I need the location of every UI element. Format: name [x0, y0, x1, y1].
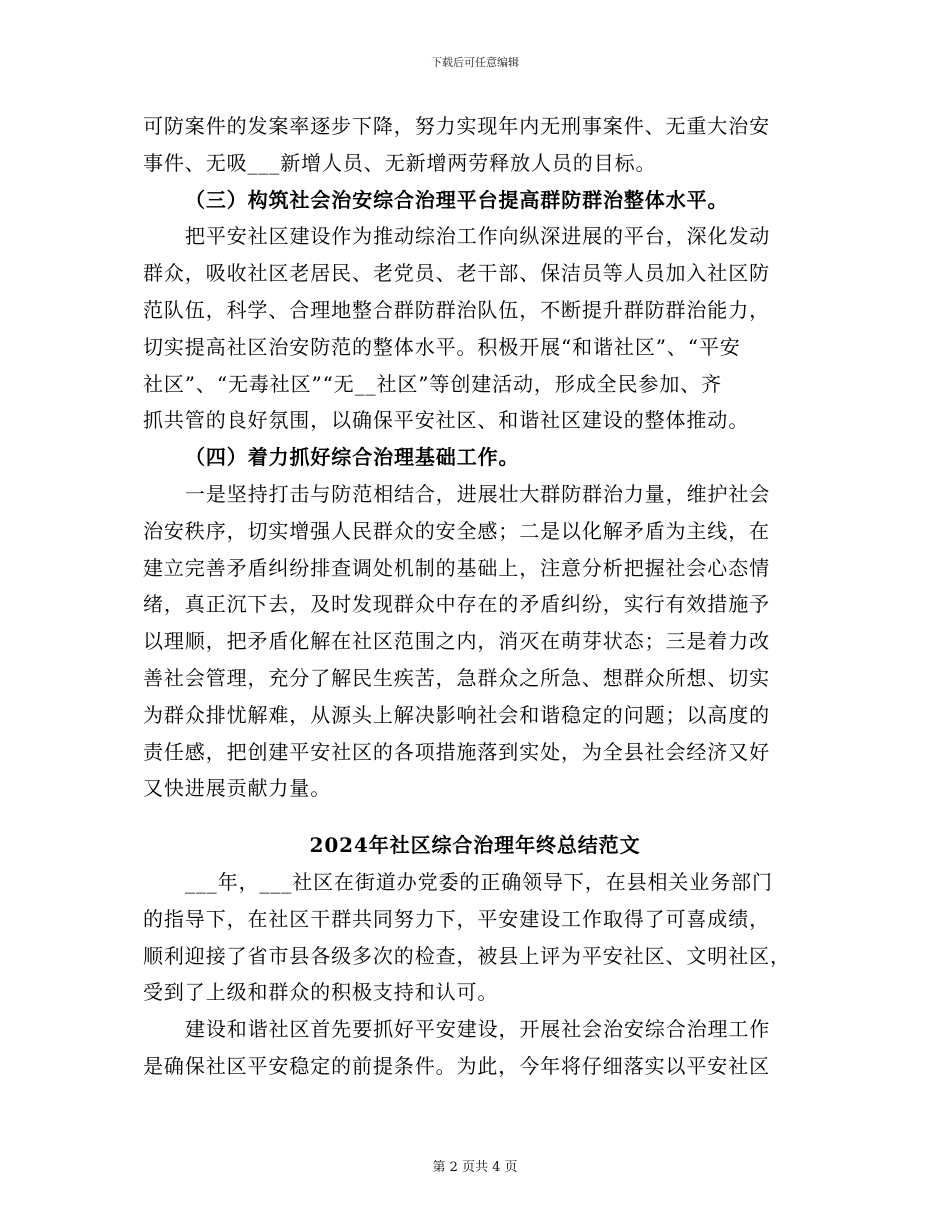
- page-header: 下载后可任意编辑: [431, 56, 519, 69]
- body-line: 受到了上级和群众的积极支持和认可。: [143, 980, 499, 1005]
- body-line: 是确保社区平安稳定的前提条件。为此，今年将仔细落实以平安社区: [143, 1053, 770, 1078]
- section-heading-4: （四）着力抓好综合治理基础工作。: [185, 445, 520, 470]
- body-line: 事件、无吸___新增人员、无新增两劳释放人员的目标。: [143, 150, 657, 175]
- body-line: 抓共管的良好氛围，以确保平安社区、和谐社区建设的整体推动。: [143, 408, 750, 433]
- body-line: 又快进展贡献力量。: [143, 776, 332, 801]
- body-line: 以理顺，把矛盾化解在社区范围之内，消灭在萌芽状态；三是着力改: [143, 629, 770, 654]
- body-line: 建设和谐社区首先要抓好平安建设，开展社会治安综合治理工作: [185, 1017, 771, 1042]
- body-line: 顺利迎接了省市县各级多次的检查，被县上评为平安社区、文明社区，: [143, 943, 791, 968]
- body-line: 可防案件的发案率逐步下降，努力实现年内无刑事案件、无重大治安: [143, 114, 770, 138]
- page-footer: 第 2 页共 4 页: [432, 1160, 518, 1175]
- article-title: 2024年社区综合治理年终总结范文: [309, 833, 641, 858]
- section-spacer: [143, 807, 807, 827]
- body-line: 责任感，把创建平安社区的各项措施落到实处，为全县社会经济又好: [143, 739, 770, 764]
- body-line: 为群众排忧解难，从源头上解决影响社会和谐稳定的问题；以高度的: [143, 702, 770, 727]
- body-line: 建立完善矛盾纠纷排查调处机制的基础上，注意分析把握社会心态情: [143, 555, 770, 580]
- body-line: 绪，真正沉下去，及时发现群众中存在的矛盾纠纷，实行有效措施予: [143, 592, 770, 617]
- body-line: 范队伍，科学、合理地整合群防群治队伍，不断提升群防群治能力，: [143, 297, 770, 322]
- body-line: 一是坚持打击与防范相结合，进展壮大群防群治力量，维护社会: [185, 481, 771, 506]
- document-body: [143, 108, 807, 1085]
- body-line: 把平安社区建设作为推动综治工作向纵深进展的平台，深化发动: [185, 224, 771, 249]
- body-line: 切实提高社区治安防范的整体水平。积极开展“和谐社区”、“平安: [143, 334, 741, 359]
- body-line: 的指导下，在社区干群共同努力下，平安建设工作取得了可喜成绩，: [143, 906, 770, 931]
- section-heading-3: （三）构筑社会治安综合治理平台提高群防群治整体水平。: [185, 187, 729, 212]
- body-line: ___年，___社区在街道办党委的正确领导下，在县相关业务部门: [185, 869, 773, 894]
- body-line: 群众，吸收社区老居民、老党员、老干部、保洁员等人员加入社区防: [143, 261, 770, 286]
- body-line: 善社会管理，充分了解民生疾苦，急群众之所急、想群众所想、切实: [143, 665, 770, 690]
- body-line: 社区”、“无毒社区”“无__社区”等创建活动，形成全民参加、齐: [143, 371, 723, 396]
- body-line: 治安秩序，切实增强人民群众的安全感；二是以化解矛盾为主线，在: [143, 518, 770, 543]
